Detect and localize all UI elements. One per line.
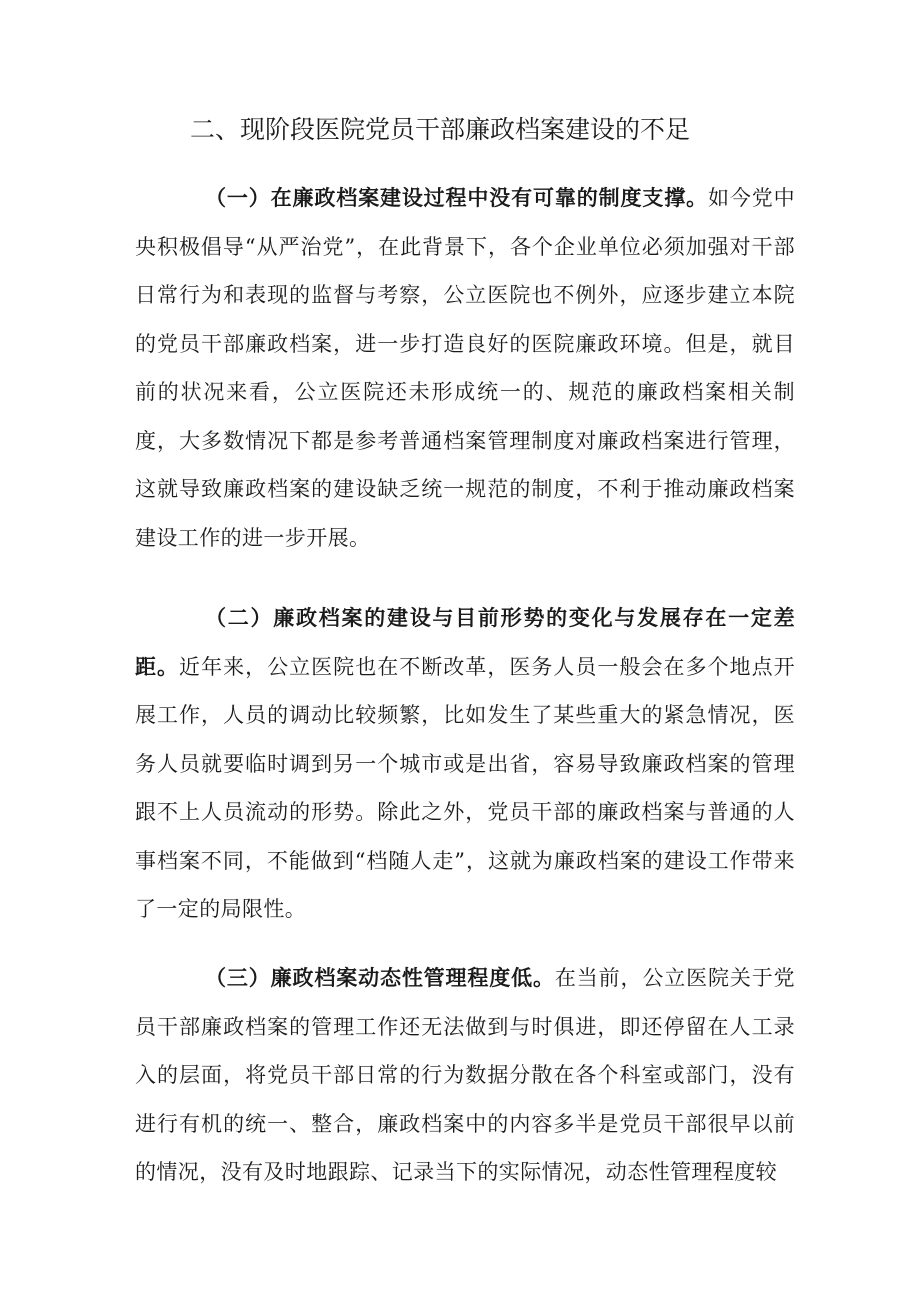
paragraph-1-body: 如今党中央积极倡导“从严治党”，在此背景下，各个企业单位必须加强对干部日常行为和表现的监督与考察，公立医院也不例外，应逐步建立本院的党员干部廉政档案，进一步打造良好的医院廉政环境。但是，就目前的状况来看，公立医院还未形成统一的、规范的廉政档案相关制度，大多数情况下都是参考普通档案管理制度对廉政档案进行管理，这就导致廉政档案的建设缺乏统一规范的制度，不利于推动廉政档案建设工作的进一步开展。: [135, 186, 795, 550]
paragraph-2-body: 近年来，公立医院也在不断改革，医务人员一般会在多个地点开展工作，人员的调动比较频繁，比如发生了某些重大的紧急情况，医务人员就要临时调到另一个城市或是出省，容易导致廉政档案的管理跟不上人员流动的形势。除此之外，党员干部的廉政档案与普通的人事档案不同，不能做到“档随人走”，这就为廉政档案的建设工作带来了一定的局限性。: [135, 654, 795, 921]
paragraph-2-lead: （二）廉政档案的建设与目前形势的变化与发展存在一定差距。: [135, 606, 795, 679]
section-heading: 二、现阶段医院党员干部廉政档案建设的不足: [190, 115, 691, 144]
paragraph-1: [135, 174, 795, 562]
paragraph-3-body: 在当前，公立医院关于党员干部廉政档案的管理工作还无法做到与时俱进，即还停留在人工录入的层面，将党员干部日常的行为数据分散在各个科室或部门，没有进行有机的统一、整合，廉政档案中的内容多半是党员干部很早以前的情况，没有及时地跟踪、记录当下的实际情况，动态性管理程度较: [135, 966, 795, 1184]
paragraph-3-lead: （三）廉政档案动态性管理程度低。: [205, 966, 555, 990]
paragraph-1-lead: （一）在廉政档案建设过程中没有可靠的制度支撑。: [205, 186, 708, 210]
paragraph-3: [135, 954, 795, 1197]
paragraph-2: [135, 594, 795, 934]
